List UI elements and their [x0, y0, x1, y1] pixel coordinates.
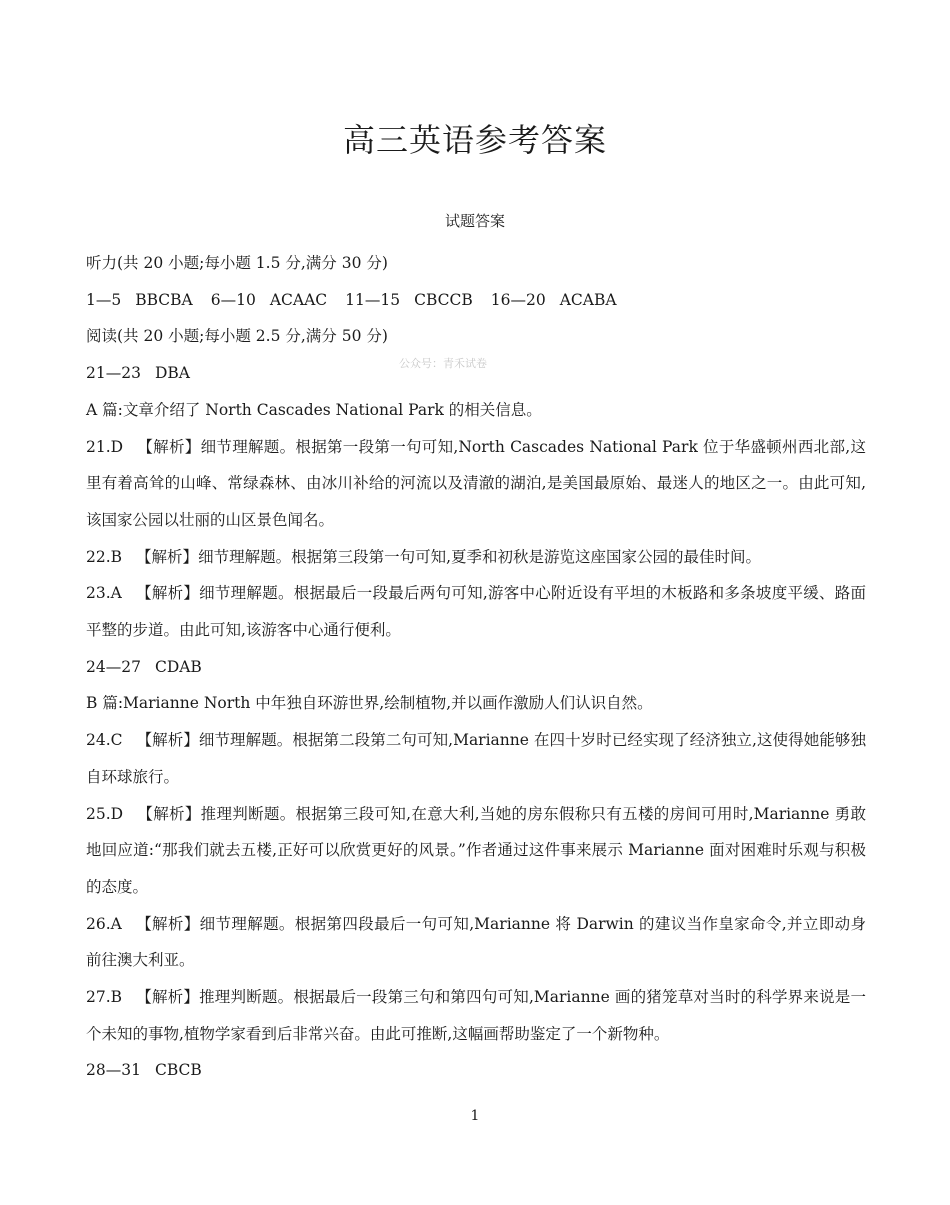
answer-key: BBCBA — [135, 290, 193, 309]
question-number: 23.A — [86, 584, 122, 603]
analysis-tag: 【解析】 — [136, 547, 199, 566]
page-number: 1 — [470, 1108, 480, 1124]
listening-answers — [86, 282, 866, 319]
analysis-tag: 【解析】 — [135, 914, 200, 933]
question-26-explanation — [86, 906, 866, 979]
listening-header: 听力(共 20 小题;每小题 1.5 分,满分 30 分) — [86, 254, 388, 272]
explanation-text: 细节理解题。根据第四段最后一句可知,Marianne 将 Darwin 的建议当作皇家命令,并立即动身前往澳大利亚。 — [86, 914, 866, 970]
question-22-explanation — [86, 539, 866, 576]
question-24-explanation — [86, 722, 866, 795]
answer-key: CBCB — [154, 1061, 202, 1080]
answer-range: 28—31 — [86, 1061, 141, 1080]
question-27-explanation — [86, 979, 866, 1052]
answer-key: CBCCB — [414, 290, 473, 309]
answer-range: 16—20 — [490, 290, 546, 309]
question-number: 26.A — [86, 914, 122, 933]
analysis-tag: 【解析】 — [136, 988, 200, 1007]
question-number: 24.C — [86, 731, 123, 750]
explanation-text: 细节理解题。根据第三段第一句可知,夏季和初秋是游览这座国家公园的最佳时间。 — [198, 547, 761, 566]
question-25-explanation — [86, 796, 866, 906]
answer-key: ACABA — [559, 290, 617, 309]
explanation-text: 细节理解题。根据第二段第二句可知,Marianne 在四十岁时已经实现了经济独立,这使得她能够独自环球旅行。 — [86, 731, 866, 786]
question-number: 27.B — [86, 988, 123, 1007]
passage-b-intro: B 篇:Marianne North 中年独自环游世界,绘制植物,并以画作激励人们认识自然。 — [86, 694, 653, 713]
reading-group-a — [86, 355, 866, 392]
answer-range: 21—23 — [86, 364, 141, 383]
analysis-tag: 【解析】 — [137, 804, 201, 823]
analysis-tag: 【解析】 — [137, 437, 201, 456]
answer-key: DBA — [154, 364, 190, 383]
reading-header: 阅读(共 20 小题;每小题 2.5 分,满分 50 分) — [86, 327, 388, 346]
explanation-text: 细节理解题。根据最后一段最后两句可知,游客中心附近设有平坦的木板路和多条坡度平缓、路面平整的步道。由此可知,该游客中心通行便利。 — [86, 584, 866, 640]
answer-range: 11—15 — [345, 290, 401, 309]
reading-group-b — [86, 649, 866, 686]
answer-body — [86, 245, 866, 1089]
passage-a-intro: A 篇:文章介绍了 North Cascades National Park 的相关信息。 — [86, 400, 542, 419]
question-number: 25.D — [86, 804, 124, 823]
question-number: 22.B — [86, 547, 123, 566]
question-21-explanation — [86, 429, 866, 539]
reading-group-c — [86, 1052, 866, 1089]
answer-range: 6—10 — [210, 290, 256, 309]
explanation-text: 推理判断题。根据最后一段第三句和第四句可知,Marianne 画的猪笼草对当时的科学界来说是一个未知的事物,植物学家看到后非常兴奋。由此可推断,这幅画帮助鉴定了一个新物种。 — [86, 988, 866, 1043]
watermark-text: 公众号：青禾试卷 — [399, 357, 487, 370]
answer-key: CDAB — [154, 657, 202, 676]
page-subtitle: 试题答案 — [444, 212, 505, 230]
page-title: 高三英语参考答案 — [342, 121, 607, 159]
answer-key: ACAAC — [269, 290, 328, 309]
analysis-tag: 【解析】 — [136, 731, 199, 750]
question-number: 21.D — [86, 437, 124, 456]
answer-range: 24—27 — [86, 657, 141, 676]
question-23-explanation — [86, 575, 866, 648]
analysis-tag: 【解析】 — [135, 584, 200, 603]
answer-range: 1—5 — [86, 290, 122, 309]
explanation-text: 细节理解题。根据第一段第一句可知,North Cascades National Park 位于华盛顿州西北部,这里有着高耸的山峰、常绿森林、由冰川补给的河流以及清澈的湖泊,是美国最原始、最迷人的地区之一。由此可知,该国家公园以壮丽的山区景色闻名。 — [86, 437, 866, 529]
explanation-text: 推理判断题。根据第三段可知,在意大利,当她的房东假称只有五楼的房间可用时,Marianne 勇敢地回应道:“那我们就去五楼,正好可以欣赏更好的风景。”作者通过这件事来展示 Marianne 面对困难时乐观与积极的态度。 — [86, 804, 866, 896]
